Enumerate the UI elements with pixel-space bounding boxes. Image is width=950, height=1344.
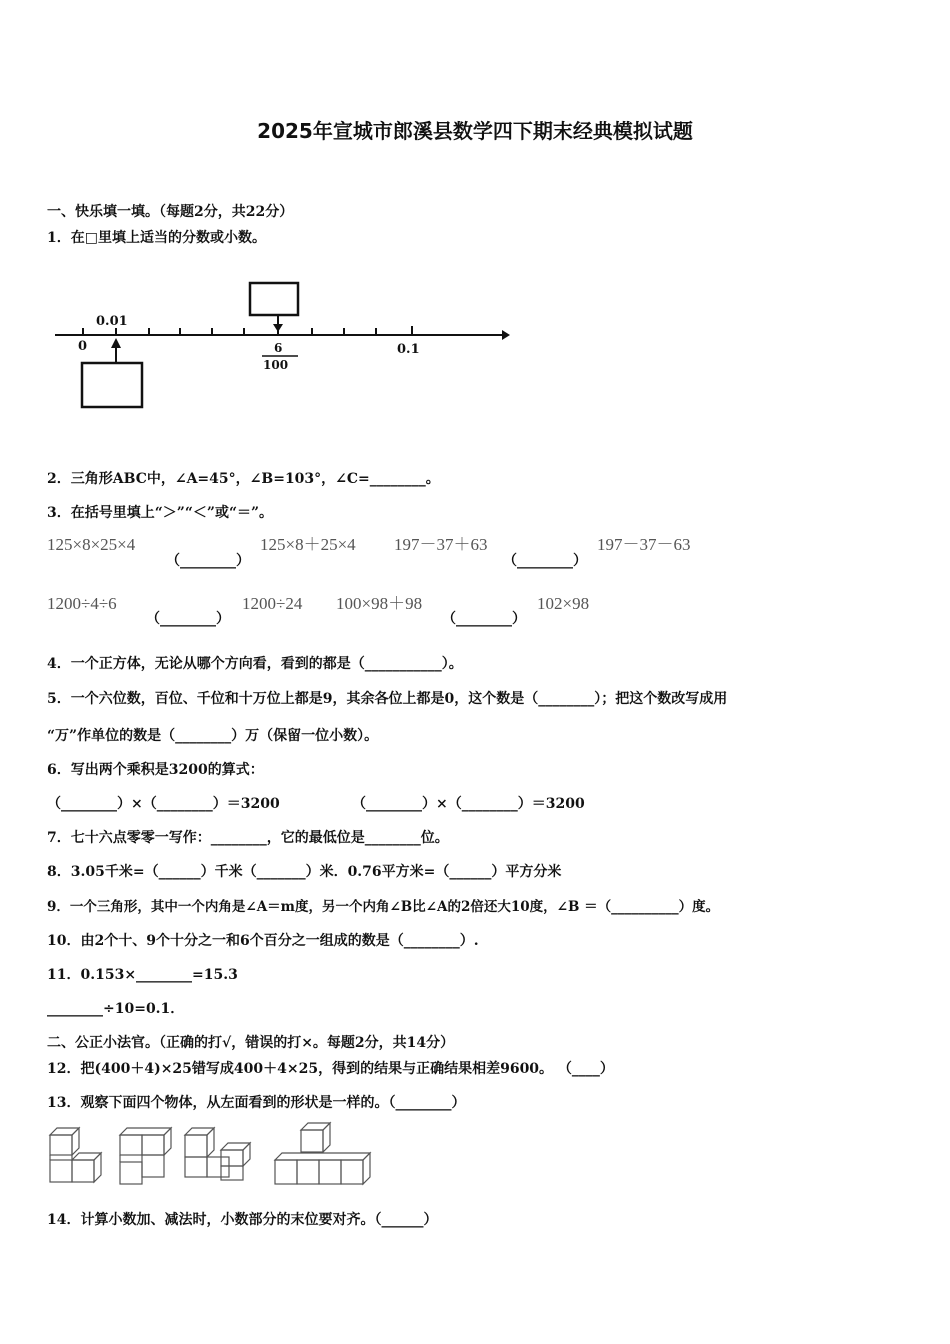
label-0-01: 0.01 — [96, 314, 128, 329]
cube-objects-figure — [45, 1120, 375, 1195]
expr-a-right: 125×8＋25×4 — [260, 535, 356, 554]
question-11-line2: ________÷10=0.1． — [47, 1001, 185, 1017]
cube-object-2 — [120, 1128, 171, 1184]
question-1: 1．在□里填上适当的分数或小数。 — [47, 230, 266, 246]
expr-a-left: 125×8×25×4 — [47, 535, 136, 554]
cube-object-1 — [50, 1128, 101, 1182]
label-0: 0 — [78, 339, 88, 354]
question-6: 6．写出两个乘积是3200的算式： — [47, 762, 264, 778]
blank-c[interactable]: （________） — [146, 611, 230, 627]
question-10: 10．由2个十、9个十分之一和6个百分之一组成的数是（________）. — [47, 933, 479, 949]
question-7: 7．七十六点零零一写作：________，它的最低位是________位。 — [47, 830, 449, 846]
expr-c-right: 1200÷24 — [242, 594, 303, 613]
page-title: 2025年宣城市郎溪县数学四下期末经典模拟试题 — [257, 119, 693, 143]
question-12: 12．把(400＋4)×25错写成400＋4×25，得到的结果与正确结果相差9600。 （____） — [47, 1061, 614, 1077]
question-9: 9．一个三角形，其中一个内角是∠A＝m度，另一个内角∠B比∠A的2倍还大10度，∠B ＝（__________）度。 — [47, 899, 720, 915]
question-3: 3．在括号里填上“＞”“＜”或“＝”。 — [47, 505, 274, 521]
blank-b[interactable]: （________） — [503, 553, 587, 569]
question-5-line1: 5．一个六位数，百位、千位和十万位上都是9，其余各位上都是0，这个数是（________）；把这个数改写成用 — [47, 691, 728, 707]
answer-box-top[interactable] — [250, 283, 298, 315]
cube-object-4 — [275, 1123, 370, 1184]
cube-object-3 — [185, 1128, 250, 1180]
section1-heading: 一、快乐填一填。（每题2分，共22分） — [47, 204, 294, 220]
question-11-line1: 11．0.153×________=15.3 — [47, 967, 238, 983]
expr-d-right: 102×98 — [537, 594, 590, 613]
question-14: 14．计算小数加、减法时，小数部分的末位要对齐。（______） — [47, 1212, 438, 1228]
expr-d-left: 100×98＋98 — [336, 594, 423, 613]
label-frac-num: 6 — [274, 341, 283, 355]
label-0-1: 0.1 — [397, 342, 420, 357]
blank-d[interactable]: （________） — [442, 611, 526, 627]
question-6-b: （________）×（________）＝3200 — [352, 796, 585, 812]
expr-b-left: 197－37＋63 — [394, 535, 488, 554]
section2-heading: 二、公正小法官。（正确的打√，错误的打×。每题2分，共14分） — [47, 1035, 455, 1051]
question-5-line2: “万”作单位的数是（________）万（保留一位小数）。 — [47, 728, 379, 744]
expr-c-left: 1200÷4÷6 — [47, 594, 117, 613]
answer-box-bottom[interactable] — [82, 363, 142, 407]
question-8: 8．3.05千米=（______）千米（_______）米．0.76平方米=（______）平方分米 — [47, 864, 562, 880]
number-line-figure — [50, 280, 510, 415]
question-6-a: （________）×（________）＝3200 — [47, 796, 280, 812]
label-frac-den: 100 — [263, 358, 289, 372]
expr-b-right: 197－37－63 — [597, 535, 691, 554]
question-13: 13．观察下面四个物体，从左面看到的形状是一样的。（________） — [47, 1095, 466, 1111]
question-4: 4．一个正方体，无论从哪个方向看，看到的都是（___________）。 — [47, 656, 463, 672]
question-2: 2．三角形ABC中，∠A=45°，∠B=103°，∠C=________。 — [47, 471, 440, 487]
blank-a[interactable]: （________） — [166, 553, 250, 569]
